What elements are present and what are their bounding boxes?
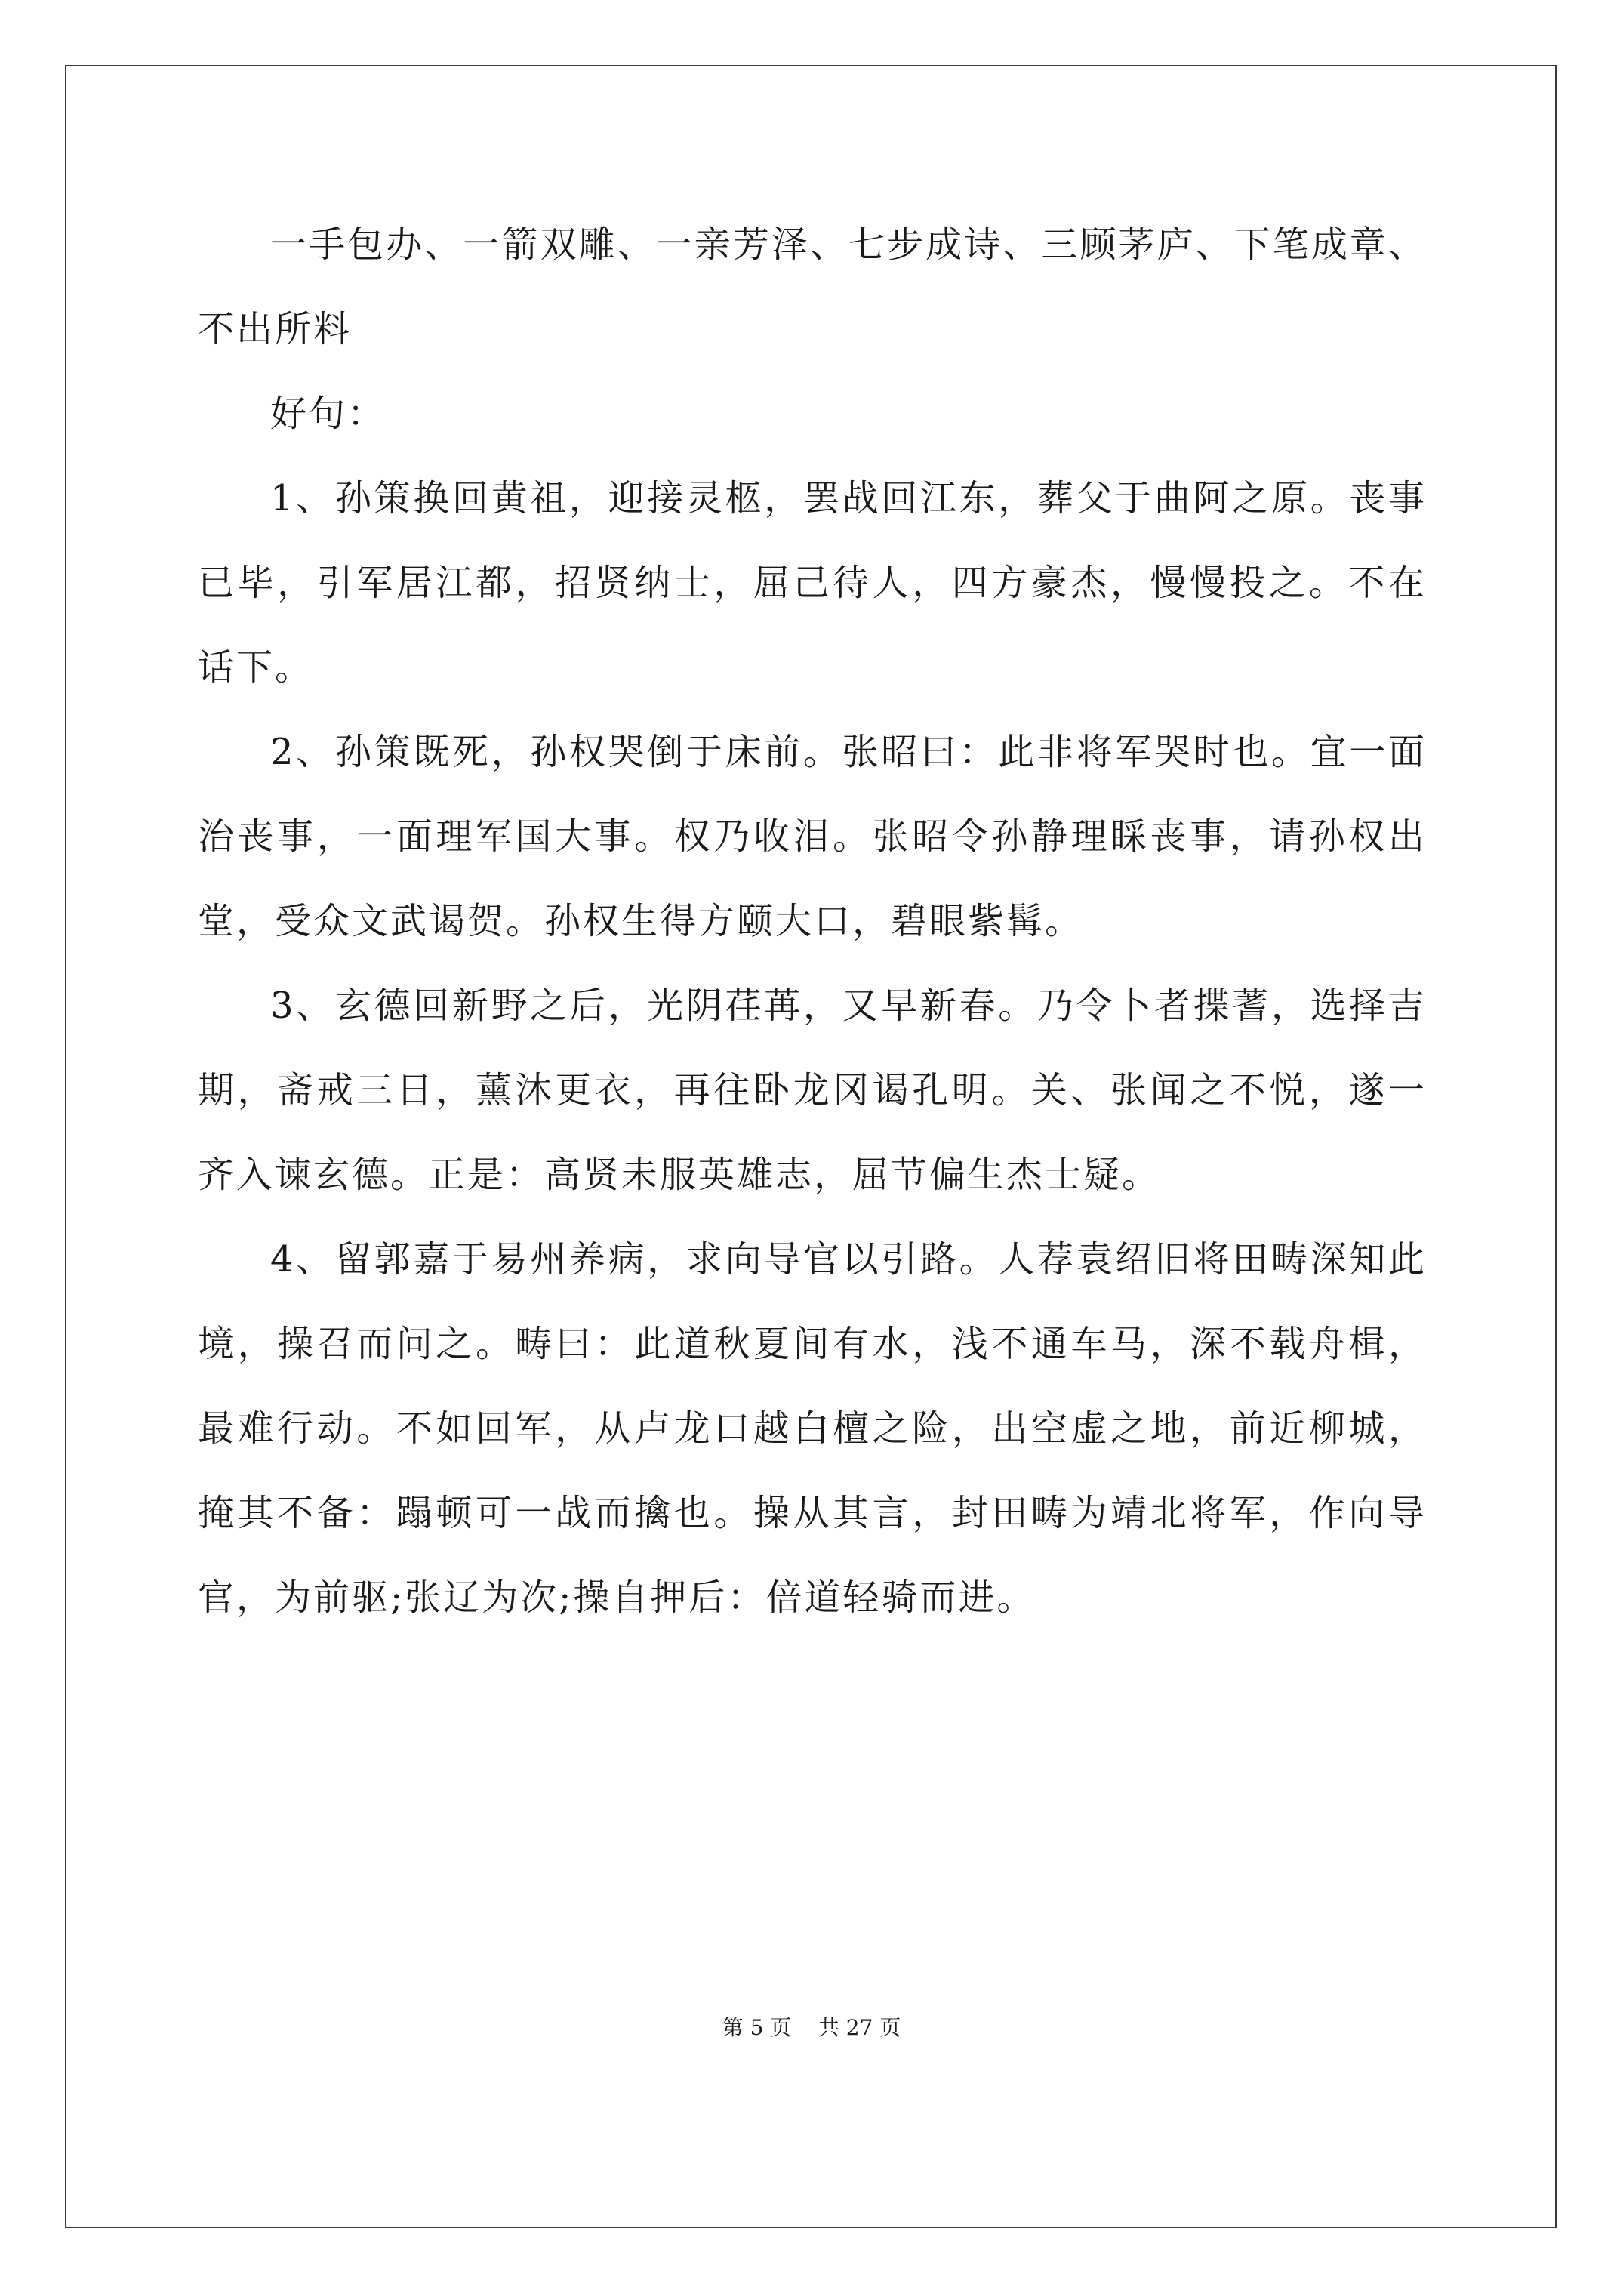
paragraph-idioms: 一手包办、一箭双雕、一亲芳泽、七步成诗、三顾茅庐、下笔成章、不出所料 — [198, 223, 1427, 350]
paragraph-good-sentences-heading: 好句： — [270, 393, 387, 435]
paragraph-item-4: 4、留郭嘉于易州养病，求向导官以引路。人荐袁绍旧将田畴深知此境，操召而问之。畴曰：此道秋夏间有水，浅不通车马，深不载舟楫，最难行动。不如回军，从卢龙口越白檀之险，出空虚之地，前近柳城，掩其不备：蹋顿可一战而擒也。操从其言，封田畴为靖北将军，作向导官，为前驱;张辽为次;操自押后：倍道轻骑而进。 — [198, 1238, 1427, 1619]
paragraph-item-1: 1、孙策换回黄祖，迎接灵柩，罢战回江东，葬父于曲阿之原。丧事已毕，引军居江都，招贤纳士，屈己待人，四方豪杰，慢慢投之。不在话下。 — [198, 477, 1427, 689]
page-footer: 第 5 页 共 27 页 — [722, 2015, 901, 2040]
document-body — [198, 202, 1427, 1640]
paragraph-item-3: 3、玄德回新野之后，光阴荏苒，又早新春。乃令卜者揲蓍，选择吉期，斋戒三日，薰沐更衣，再往卧龙冈谒孔明。关、张闻之不悦，遂一齐入谏玄德。正是：高贤未服英雄志，屈节偏生杰士疑。 — [198, 985, 1427, 1196]
paragraph-item-2: 2、孙策既死，孙权哭倒于床前。张昭曰：此非将军哭时也。宜一面治丧事，一面理军国大事。权乃收泪。张昭令孙静理睬丧事，请孙权出堂，受众文武谒贺。孙权生得方颐大口，碧眼紫髯。 — [198, 731, 1427, 942]
